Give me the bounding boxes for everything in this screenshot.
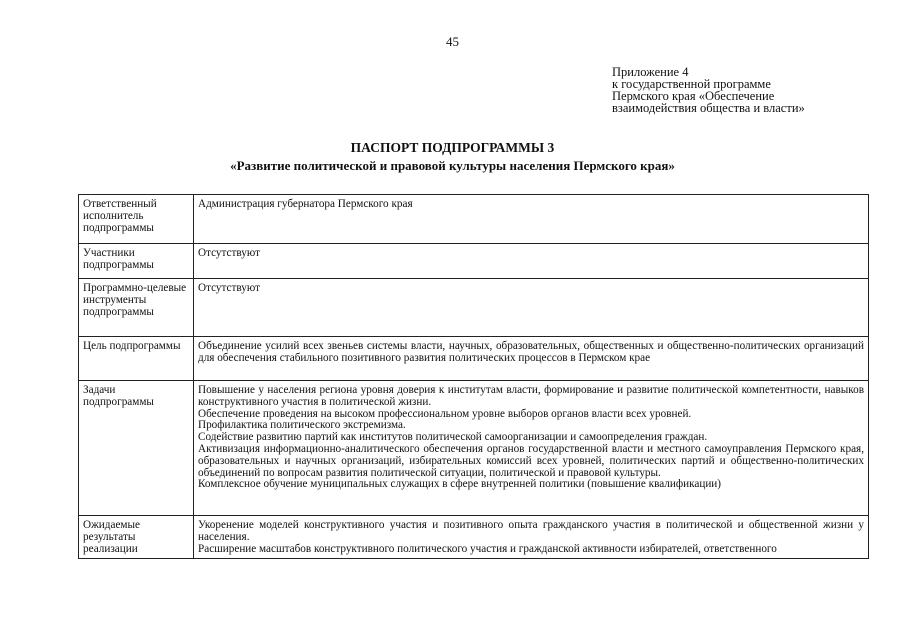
document-subtitle: «Развитие политической и правовой культуры населения Пермского края»	[230, 158, 675, 173]
row-value	[194, 279, 869, 337]
row-label: Участники подпрограммы	[79, 244, 194, 279]
row-paragraph: Обеспечение проведения на высоком профессиональном уровне выборов органов власти всех уровней.	[198, 407, 692, 420]
row-paragraph: Укоренение моделей конструктивного участия и позитивного опыта гражданского участия в политической и общественной жизни у населения.	[198, 519, 864, 543]
table-row	[79, 195, 869, 244]
table-row	[79, 381, 869, 516]
row-value	[194, 195, 869, 244]
row-value	[194, 244, 869, 279]
table-row	[79, 279, 869, 337]
row-label: Программно-целевые инструменты подпрограммы	[79, 279, 194, 337]
table-row	[79, 337, 869, 381]
row-label: Ожидаемые результаты реализации	[79, 516, 194, 559]
passport-table	[78, 194, 869, 559]
row-paragraph: Профилактика политического экстремизма.	[198, 419, 406, 432]
row-paragraph: Повышение у населения региона уровня доверия к институтам власти, формирование и развитие политической компетентности, навыков конструктивного участия в политической жизни.	[198, 384, 864, 408]
row-paragraph: Содействие развитию партий как институтов политической самоорганизации и самоопределения граждан.	[198, 431, 708, 444]
row-paragraph: Администрация губернатора Пермского края	[198, 198, 413, 210]
appendix-line: Пермского края «Обеспечение	[612, 89, 775, 103]
row-paragraph: Отсутствуют	[198, 247, 260, 259]
row-paragraph: Объединение усилий всех звеньев системы власти, научных, образовательных, общественных и общественно-политических организаций для обеспечения стабильного позитивного развития политических процессов в Пермском крае	[198, 340, 864, 364]
appendix-line: взаимодействия общества и власти»	[612, 101, 805, 115]
appendix-line: Приложение 4	[612, 65, 689, 79]
row-label: Цель подпрограммы	[79, 337, 194, 381]
row-label: Задачи подпрограммы	[79, 381, 194, 516]
row-paragraph: Отсутствуют	[198, 282, 260, 294]
page-number: 45	[446, 34, 459, 49]
table-row	[79, 516, 869, 559]
row-paragraph: Расширение масштабов конструктивного политического участия и гражданской активности избирателей, ответственного	[198, 542, 777, 555]
row-label: Ответственный исполнитель подпрограммы	[79, 195, 194, 244]
appendix-line: к государственной программе	[612, 77, 771, 91]
appendix-note	[612, 66, 805, 114]
row-paragraph: Активизация информационно-аналитического обеспечения органов государственной власти и местного самоуправления Пермского края, образовательных и научных организаций, избирательных комиссий всех уровней, политических партий и общественно-политических объединений по вопросам развития политической ситуации, политической и правовой культуры.	[198, 442, 864, 479]
table-row	[79, 244, 869, 279]
row-value	[194, 381, 869, 516]
document-title: ПАСПОРТ ПОДПРОГРАММЫ 3	[350, 140, 555, 155]
row-paragraph: Комплексное обучение муниципальных служащих в сфере внутренней политики (повышение квалификации)	[198, 478, 722, 491]
row-value	[194, 516, 869, 559]
row-value	[194, 337, 869, 381]
